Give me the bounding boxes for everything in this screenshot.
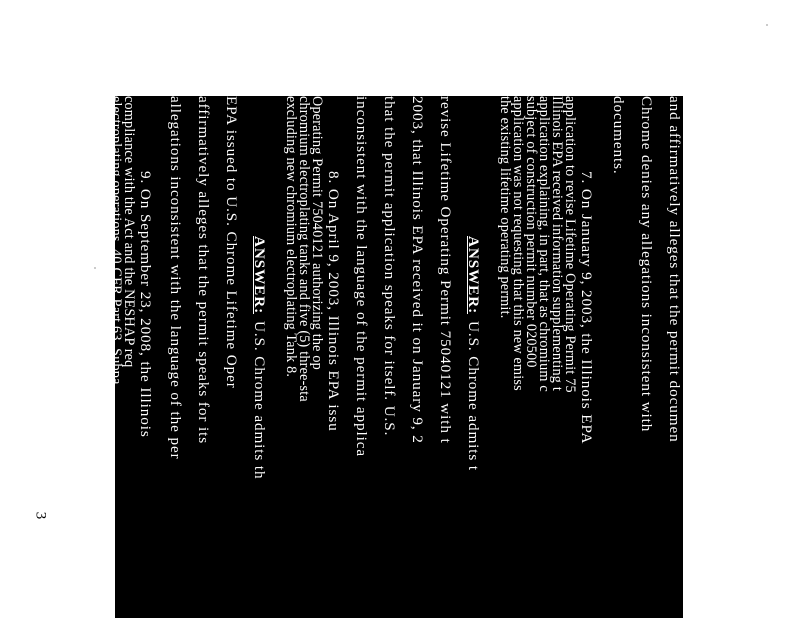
document-line: 9. On September 23, 2008, the Illinois (137, 171, 154, 438)
document-line: Chrome denies any allegations inconsistent with (638, 96, 655, 433)
document-line: EPA issued to U.S. Chrome Lifetime Oper (223, 96, 240, 389)
document-line: application was not requesting that this new emiss (510, 96, 526, 391)
document-line: ANSWER: (251, 236, 268, 315)
document-line: subject of construction permit number 020500 (523, 96, 539, 368)
document-line: the existing lifetime operating permit. (497, 96, 513, 319)
document-line: revise Lifetime Operating Permit 75040121 with t (437, 96, 454, 444)
document-line: Illinois EPA observed that U.S. Chrome had conv (95, 96, 111, 387)
document-line: and affirmatively alleges that the permit documen (666, 96, 683, 443)
scanned-page-block (69, 96, 683, 618)
rotated-text-frame (69, 96, 683, 618)
document-line: inconsistent with the language of the permit applica (353, 96, 370, 458)
document-line: affirmatively alleges that the permit speaks for its (195, 96, 212, 445)
scan-speck (766, 24, 768, 26)
document-line: connected CMP Unit 5 to both the Tank 9 and (69, 96, 85, 365)
document-line: Illinois EPA received information supplementing t (549, 96, 565, 391)
document-line: that the permit application speaks for itself. U.S. (381, 96, 398, 437)
document-line: U.S. Chrome admits t (465, 321, 482, 472)
document-line: Operating Permit 75040121 authorizing the op (309, 96, 325, 370)
document-line: 2003, that Illinois EPA received it on January 9, 2 (409, 96, 426, 444)
document-line: 8. On April 9, 2003, Illinois EPA issu (325, 171, 342, 432)
document-line: compliance with the Act and the NESHAP req (121, 96, 137, 368)
document-line: application to revise Lifetime Operating Permit 75 (562, 96, 578, 393)
document-line: electroplating operations, 40 CFR Part 63, Subpa (108, 96, 124, 385)
document-line: 7. On January 9, 2003, the Illinois EPA (578, 171, 595, 445)
document-line: allegations inconsistent with the language of the per (167, 96, 184, 460)
document-line: application explaining, in part, that as chromium c (536, 96, 552, 392)
document-line: chromium electroplating tanks and five (5) three-sta (296, 96, 312, 402)
document-line: cleaner tank to a hard chromium electroplating (82, 96, 98, 371)
document-line: excluding new chromium electroplating Tank 8. (283, 96, 299, 378)
document-line: documents. (610, 96, 627, 175)
document-line: U.S. Chrome admits th (251, 321, 268, 480)
page-number: 3 (32, 511, 49, 520)
document-line: ANSWER: (465, 236, 482, 315)
